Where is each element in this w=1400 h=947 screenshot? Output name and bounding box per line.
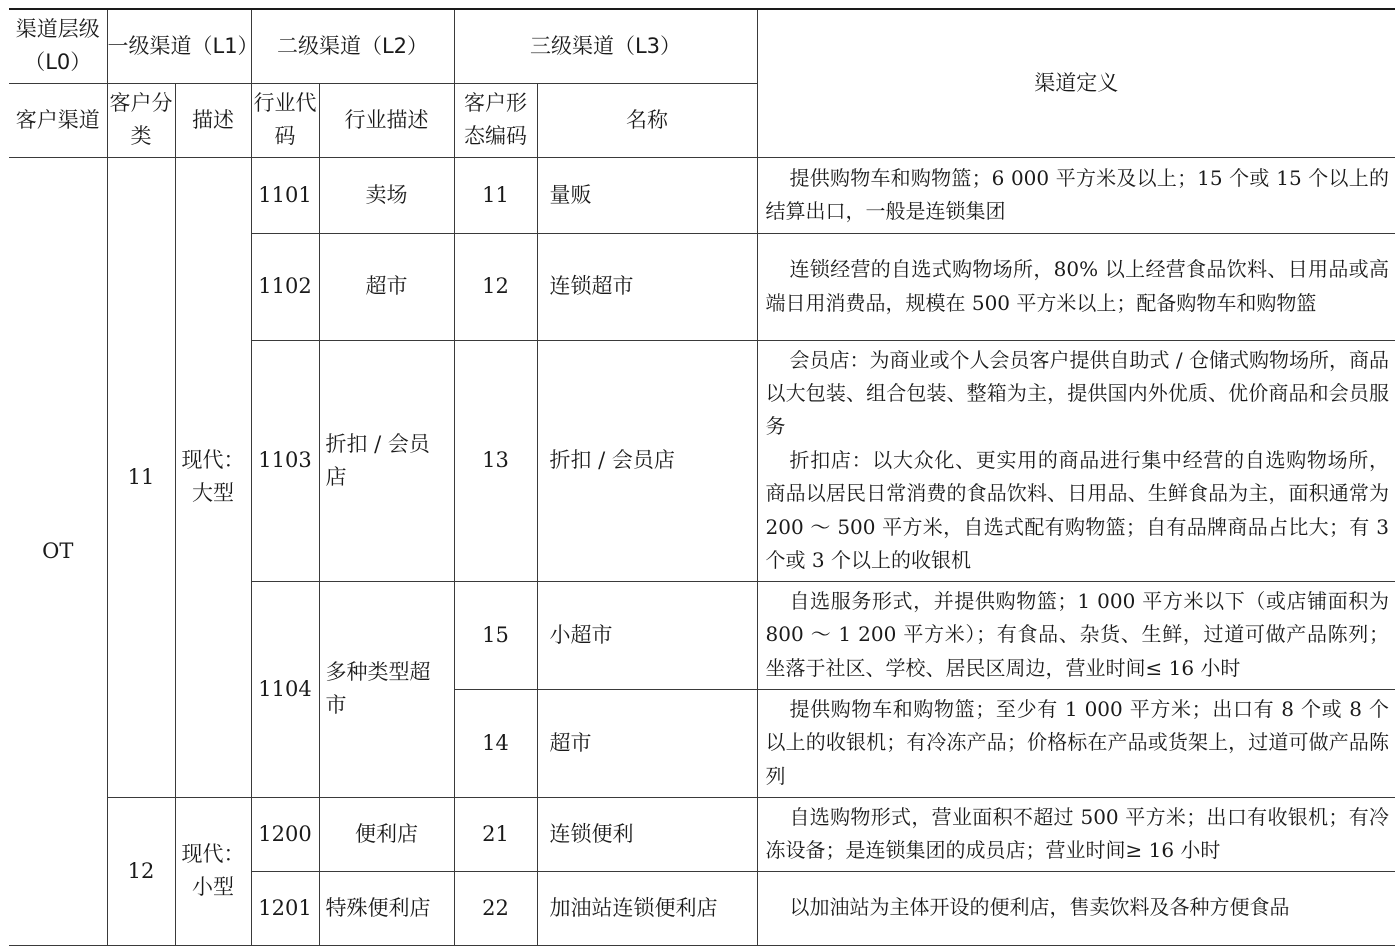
format-name-cell: 折扣 / 会员店 <box>537 340 757 581</box>
definition-cell: 以加油站为主体开设的便利店，售卖饮料及各种方便食品 <box>757 871 1395 945</box>
class-desc-cell: 现代：小型 <box>175 797 251 945</box>
format-name-cell: 加油站连锁便利店 <box>537 871 757 945</box>
format-name-cell: 量贩 <box>537 157 757 233</box>
industry-code-cell: 1200 <box>251 797 319 871</box>
customer-class-cell: 11 <box>107 157 175 797</box>
format-code-cell: 22 <box>454 871 537 945</box>
format-name-cell: 小超市 <box>537 581 757 689</box>
format-code-cell: 12 <box>454 233 537 340</box>
industry-desc-cell: 特殊便利店 <box>319 871 454 945</box>
definition-cell: 自选购物形式，营业面积不超过 500 平方米；出口有收银机；有冷冻设备；是连锁集团的成员店；营业时间≥ 16 小时 <box>757 797 1395 871</box>
format-code-cell: 15 <box>454 581 537 689</box>
format-name-cell: 连锁超市 <box>537 233 757 340</box>
header-industry-code: 行业代码 <box>251 83 319 157</box>
table-row <box>9 797 1395 871</box>
header-format-code: 客户形态编码 <box>454 83 537 157</box>
header-l0: 渠道层级（L0） <box>9 9 107 83</box>
table-row <box>9 157 1395 233</box>
definition-cell: 提供购物车和购物篮；6 000 平方米及以上；15 个或 15 个以上的结算出口，一般是连锁集团 <box>757 157 1395 233</box>
header-description: 描述 <box>175 83 251 157</box>
definition-cell: 自选服务形式，并提供购物篮；1 000 平方米以下（或店铺面积为 800 ～ 1 200 平方米）；有食品、杂货、生鲜，过道可做产品陈列；坐落于社区、学校、居民区周边，营业时间≤ 16 小时 <box>757 581 1395 689</box>
channel-classification-table <box>9 8 1395 946</box>
format-code-cell: 14 <box>454 689 537 797</box>
industry-code-cell: 1103 <box>251 340 319 581</box>
industry-code-cell: 1101 <box>251 157 319 233</box>
industry-desc-cell: 便利店 <box>319 797 454 871</box>
industry-code-cell: 1201 <box>251 871 319 945</box>
definition-cell: 连锁经营的自选式购物场所，80% 以上经营食品饮料、日用品或高端日用消费品，规模在 500 平方米以上；配备购物车和购物篮 <box>757 233 1395 340</box>
customer-class-cell: 12 <box>107 797 175 945</box>
industry-desc-cell: 超市 <box>319 233 454 340</box>
header-customer-class: 客户分类 <box>107 83 175 157</box>
definition-cell: 提供购物车和购物篮；至少有 1 000 平方米；出口有 8 个或 8 个以上的收银机；有冷冻产品；价格标在产品或货架上，过道可做产品陈列 <box>757 689 1395 797</box>
format-name-cell: 超市 <box>537 689 757 797</box>
format-name-cell: 连锁便利 <box>537 797 757 871</box>
definition-cell: 会员店：为商业或个人会员客户提供自助式 / 仓储式购物场所，商品以大包装、组合包装、整箱为主，提供国内外优质、优价商品和会员服务 折扣店：以大众化、更实用的商品进行集中经营的自选购物场所，商品以居民日常消费的食品饮料、日用品、生鲜食品为主，面积通常为 200 ～ 500 平方米，自选式配有购物篮；自有品牌商品占比大；有 3 个或 3 个以上的收银机 <box>757 340 1395 581</box>
header-l3: 三级渠道（L3） <box>454 9 757 83</box>
industry-code-cell: 1104 <box>251 581 319 797</box>
header-customer-channel: 客户渠道 <box>9 83 107 157</box>
header-industry-desc: 行业描述 <box>319 83 454 157</box>
format-code-cell: 11 <box>454 157 537 233</box>
format-code-cell: 21 <box>454 797 537 871</box>
header-l1: 一级渠道（L1） <box>107 9 251 83</box>
class-desc-cell: 现代：大型 <box>175 157 251 797</box>
industry-desc-cell: 折扣 / 会员店 <box>319 340 454 581</box>
industry-desc-cell: 卖场 <box>319 157 454 233</box>
channel-cell: OT <box>9 157 107 945</box>
industry-code-cell: 1102 <box>251 233 319 340</box>
header-definition: 渠道定义 <box>757 9 1395 157</box>
industry-desc-cell: 多种类型超市 <box>319 581 454 797</box>
format-code-cell: 13 <box>454 340 537 581</box>
header-l2: 二级渠道（L2） <box>251 9 454 83</box>
header-name: 名称 <box>537 83 757 157</box>
